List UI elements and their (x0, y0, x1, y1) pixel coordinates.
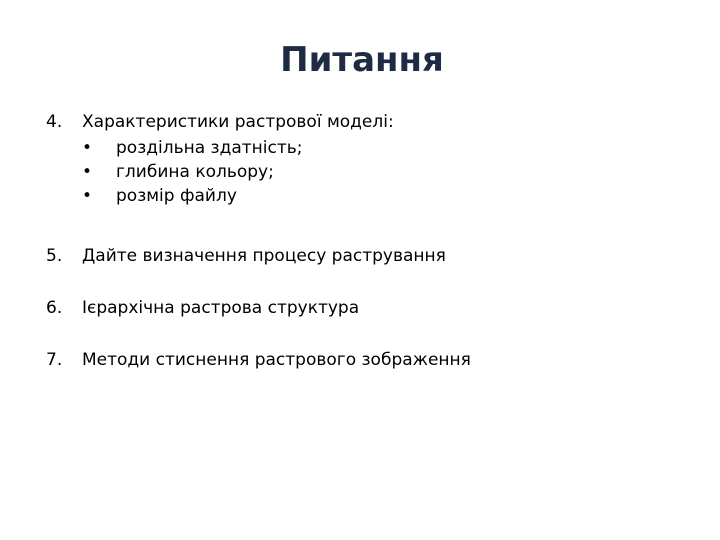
item-text: Дайте визначення процесу растрування (82, 246, 446, 266)
item-text: Методи стиснення растрового зображення (82, 350, 471, 370)
list-item-4 (46, 110, 394, 134)
sub-item-text: роздільна здатність; (116, 138, 303, 158)
bullet-icon: • (82, 186, 93, 206)
item-text: Ієрархічна растрова структура (82, 298, 360, 318)
bullet-icon: • (82, 162, 93, 182)
slide-title: Питання (280, 40, 444, 80)
sub-item-text: глибина кольору; (116, 162, 274, 182)
item-number: 7. (46, 350, 63, 370)
sub-item (82, 160, 302, 184)
bullet-icon: • (82, 138, 93, 158)
item-text: Характеристики растрової моделі: (82, 112, 394, 132)
list-item-6 (46, 296, 359, 320)
item-number: 6. (46, 298, 63, 318)
sub-item (82, 184, 302, 208)
item-number: 4. (46, 112, 63, 132)
item-number: 5. (46, 246, 63, 266)
sub-item (82, 136, 302, 160)
list-item-7 (46, 348, 471, 372)
sub-item-text: розмір файлу (116, 186, 237, 206)
list-item-5 (46, 244, 446, 268)
sub-list (82, 136, 302, 208)
